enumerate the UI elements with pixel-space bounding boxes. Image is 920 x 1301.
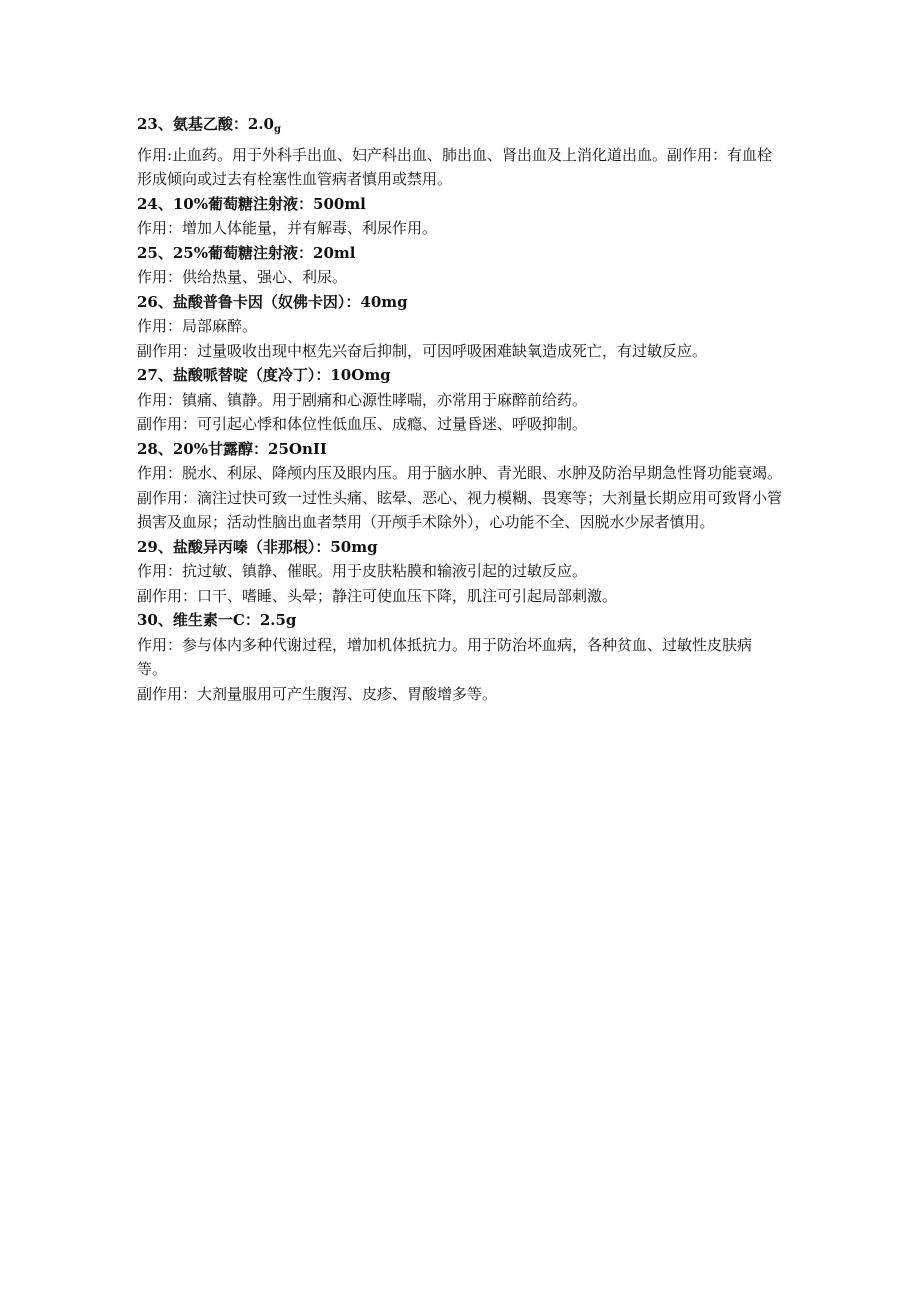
- entry-27: [137, 363, 787, 437]
- entry-heading: [137, 112, 787, 143]
- entry-heading-text: 23、氨基乙酸：2.0: [137, 115, 274, 133]
- entry-heading-suffix: g: [273, 124, 281, 135]
- entry-heading: 29、盐酸异丙嗪（非那根）：50mg: [137, 537, 378, 556]
- entry-line: 副作用：大剂量服用可产生腹泻、皮疹、胃酸增多等。: [137, 684, 498, 703]
- entry-heading: 27、盐酸哌替啶（度冷丁）：10Omg: [137, 366, 391, 384]
- entry-line: 作用：局部麻醉。: [137, 317, 258, 335]
- document-body: [137, 112, 787, 706]
- entry-28: [137, 437, 787, 535]
- entry-line: 作用:止血药。用于外科手出血、妇产科出血、肺出血、肾出血及上消化道出血。副作用：有血栓形成倾向或过去有栓塞性血管病者慎用或禁用。: [137, 145, 773, 188]
- entry-line: 作用：供给热量、强心、利尿。: [137, 268, 348, 286]
- entry-line: 副作用：口干、嗜睡、头晕；静注可使血压下降，肌注可引起局部刺激。: [137, 586, 618, 605]
- entry-line: 副作用：可引起心悸和体位性低血压、成瘾、过量昏迷、呼吸抑制。: [137, 415, 588, 433]
- entry-23: [137, 112, 787, 192]
- entry-heading: 24、10%葡萄糖注射液：500ml: [137, 194, 366, 213]
- entry-25: [137, 241, 787, 290]
- entry-line: 作用：抗过敏、镇静、催眠。用于皮肤粘膜和输液引起的过敏反应。: [137, 562, 588, 580]
- entry-29: [137, 535, 787, 609]
- entry-line: 作用：镇痛、镇静。用于剧痛和心源性哮喘，亦常用于麻醉前给药。: [137, 390, 588, 409]
- entry-heading: 28、20%甘露醇：25OnII: [137, 439, 327, 458]
- entry-heading: 25、25%葡萄糖注射液：20ml: [137, 243, 356, 262]
- entry-line: 作用：增加人体能量，并有解毒、利尿作用。: [137, 219, 438, 237]
- entry-26: [137, 290, 787, 364]
- entry-line: 副作用：滴注过快可致一过性头痛、眩晕、恶心、视力模糊、畏寒等；大剂量长期应用可致肾小管损害及血尿；活动性脑出血者禁用（开颅手术除外），心功能不全、因脱水少尿者慎用。: [137, 488, 783, 531]
- entry-24: [137, 192, 787, 241]
- entry-heading: 30、维生素一C：2.5g: [137, 611, 297, 629]
- entry-line: 副作用：过量吸收出现中枢先兴奋后抑制，可因呼吸困难缺氧造成死亡，有过敏反应。: [137, 341, 708, 360]
- entry-line: 作用：参与体内多种代谢过程，增加机体抵抗力。用于防治坏血病，各种贫血、过敏性皮肤病等。: [137, 635, 753, 678]
- entry-line: 作用：脱水、利尿、降颅内压及眼内压。用于脑水肿、青光眼、水肿及防治早期急性肾功能衰竭。: [137, 464, 783, 482]
- entry-30: [137, 608, 787, 706]
- entry-heading: 26、盐酸普鲁卡因（奴佛卡因）：40mg: [137, 292, 408, 311]
